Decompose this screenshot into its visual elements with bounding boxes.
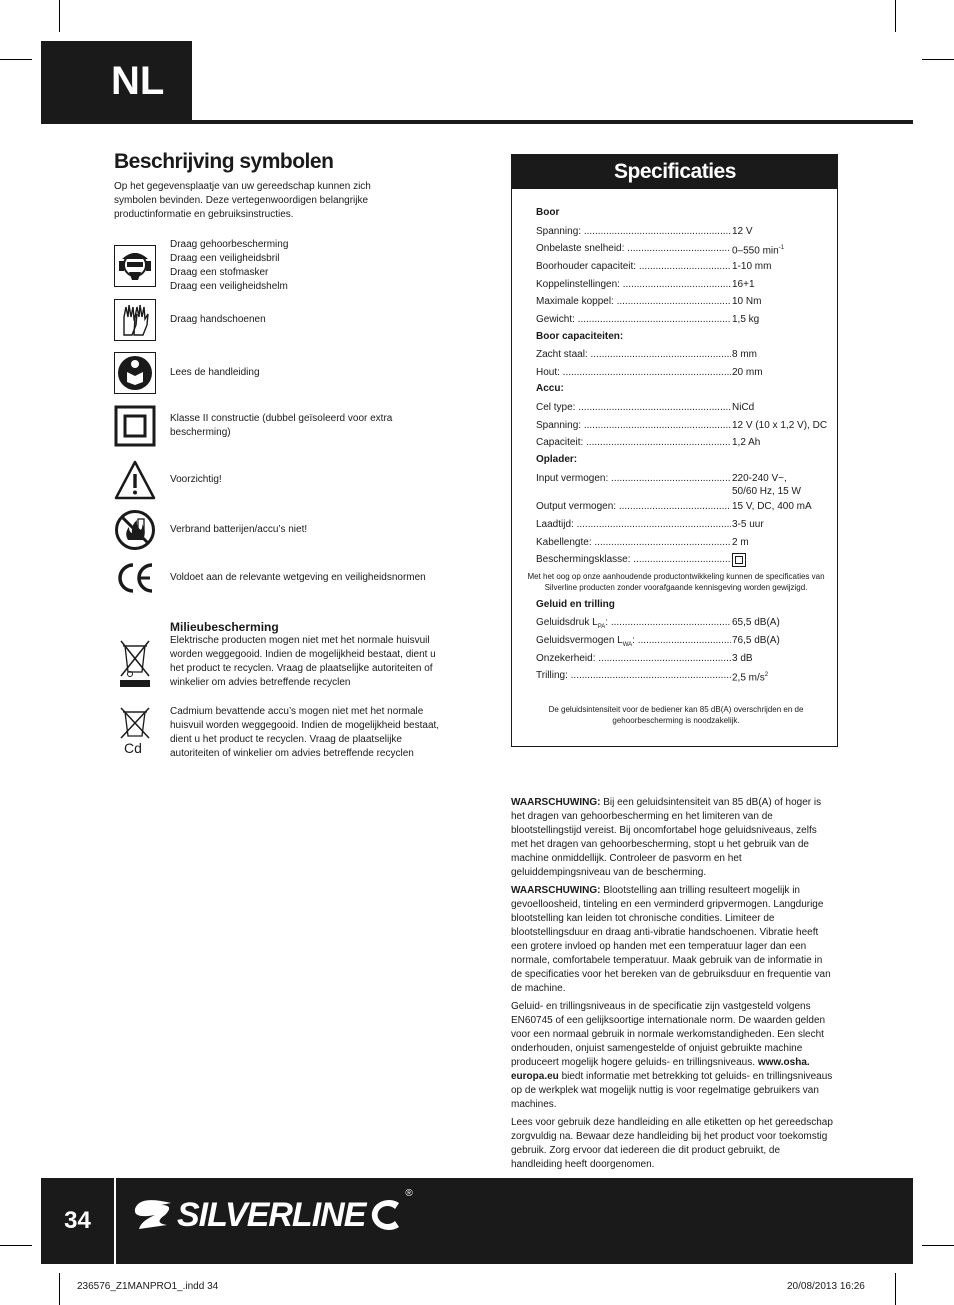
gloves-icon xyxy=(114,299,156,341)
symbols-intro: Op het gegevensplaatje van uw gereedschap kunnen zich symbolen bevinden. Deze vertegenwoordigen belangrijke productinformatie en gebruiksinstructies. xyxy=(114,181,371,220)
symbol-text: Lees de handleiding xyxy=(170,367,260,378)
class-ii-icon xyxy=(732,556,746,567)
class-ii-icon xyxy=(114,405,156,447)
crop-mark xyxy=(59,1273,60,1305)
spec-heading-noise: Geluid en trilling xyxy=(536,599,615,610)
symbol-row-class-ii xyxy=(114,405,444,447)
spec-heading-charger: Oplader: xyxy=(536,454,578,465)
page-number: 34 xyxy=(41,1178,116,1264)
language-tab xyxy=(41,41,192,121)
symbol-text: Draag handschoenen xyxy=(170,314,266,325)
symbol-text: Voldoet aan de relevante wetgeving en veiligheidsnormen xyxy=(170,572,426,583)
warning-icon xyxy=(114,459,156,501)
manual-icon xyxy=(114,352,156,394)
crop-mark xyxy=(922,1245,954,1246)
file-info: 236576_Z1MANPRO1_.indd 34 xyxy=(77,1281,219,1292)
symbol-text: Voorzichtig! xyxy=(170,474,222,485)
info-paragraph: Lees voor gebruik deze handleiding en alle etiketten op het gereedschap zorgvuldig na. Bewaar deze handleiding bij het product voor toekomstig gebruik. Zorg ervoor dat iedereen die dit product gebruikt, de handleiding heeft doorgenomen. xyxy=(511,1117,833,1170)
symbol-text: Verbrand batterijen/accu’s niet! xyxy=(170,524,308,535)
cd-label: Cd xyxy=(124,740,142,756)
crop-mark xyxy=(59,0,60,32)
symbol-row-no-burn xyxy=(114,509,444,551)
info-paragraph: Geluid- en trillingsniveaus in de specificatie zijn vastgesteld volgens EN60745 of een gelijksoortige internationale norm. De waarden gelden voor een normaal gebruik in normale werkomstandigheden. Een slecht onderhouden, onjuist samengestelde of onjuist gebruikte machine produceert mogelijk hogere geluids- en trillingsniveaus. www.osha. europa.eu biedt informatie met betrekking tot geluids- en trillingsniveaus op de werkplek wat mogelijk nuttig is voor regelmatige gebruikers van machines. xyxy=(511,1001,833,1110)
symbols-title: Beschrijving symbolen xyxy=(114,150,334,173)
weee-bin-icon xyxy=(118,638,152,695)
no-burn-battery-icon xyxy=(114,509,156,551)
symbol-row-ce xyxy=(114,557,444,599)
warnings-column xyxy=(511,796,833,1176)
env-title: Milieubescherming xyxy=(170,620,279,634)
specifications-title: Specificaties xyxy=(512,155,837,189)
warning-paragraph: WAARSCHUWING: Blootstelling aan trilling resulteert mogelijk in gevoelloosheid, tinteling en een verminderd gripvermogen. Langdurige blootstelling kan leiden tot chronische condities. Limiteer de blootstellingsduur en draag anti-vibratie handschoenen. Vibratie heeft een grotere invloed op handen met een temperatuur lager dan een normale, comfortabele temperatuur. Maak gebruik van de informatie in de specificaties voor het bereken van de gebruiksduur en frequentie van de machine. xyxy=(511,885,831,994)
logo-swoosh-icon xyxy=(131,1195,175,1235)
cd-text: Cadmium bevattende accu’s mogen niet met het normale huisvuil worden weggegooid. Indien de mogelijkheid bestaat, dient u het product te recyclen. Vraag de plaatselijke autoriteiten of winkelier om advies betreffende recyclen xyxy=(170,706,440,759)
symbol-row-manual xyxy=(114,352,444,394)
registered-mark: ® xyxy=(405,1188,413,1199)
logo-c-icon xyxy=(365,1195,405,1235)
language-code: NL xyxy=(111,58,165,103)
symbol-row-ppe xyxy=(114,238,444,294)
spec-row: Input vermogen: ..... 220-240 V~, 50/60 Hz, 15 W xyxy=(536,472,826,498)
crop-mark xyxy=(895,0,896,32)
env-text: Elektrische producten mogen niet met het normale huisvuil worden weggegooid. Indien de mogelijkheid bestaat, dient u het product te recyclen. Vraag de plaatselijke autoriteiten of winkelier om advies betreffende recyclen xyxy=(170,635,436,688)
symbol-text: Draag gehoorbescherming Draag een veiligheidsbril Draag een stofmasker Draag een veiligheidshelm xyxy=(170,239,289,292)
specifications-box: Specificaties Boor Spanning: ..... 12 V Onbelaste snelheid: ..... 0–550 $\min^{-1}$ Boorhouder capaciteit: ..... 1-10 mm Koppelinstellingen: ..... 16+1 Maximale koppel: ..... 10 Nm Gewicht: ..... 1,5 kg Boor capaciteiten: Zacht staal: ..... 8 mm Hout: ..... 20 mm Accu: Cel type: ..... NiCd Spanning: ..... 12 V (10 x 1,2 V), DC Capaciteit: ..... 1,2 Ah Oplader: Input vermogen: ..... 220-240 V~, 50/60 Hz, 15 W Output vermogen: ..... 15 V, DC, 400 mA Laadtijd: ..... 3-5 uur Kabellengte: ..... 2 m Beschermingsklasse: ..... Met het oog op onze aanhoudende productontwikkeling kunnen de specificaties van Silverline producten zonder voorafgaande kennisgeving worden gewijzigd. Geluid en trilling Geluidsdruk $L_{PA}$: ..... 65,5 dB(A) Geluidsvermogen $L_{WA}$: ..... 76,5 dB(A) Onzekerheid: ..... 3 dB Trilling: ..... 2,5 $m/s^2$ De geluidsintensiteit voor de bediener kan 85 dB(A) overschrijden en de gehoorbescherming is noodzakelijk. xyxy=(511,154,838,747)
crop-mark xyxy=(895,1273,896,1305)
spec-heading-capacity: Boor capaciteiten: xyxy=(536,331,624,342)
spec-heading-drill: Boor xyxy=(536,207,560,218)
ppe-icon xyxy=(114,245,156,287)
osha-link[interactable]: www.osha. europa.eu xyxy=(511,1057,810,1082)
spec-dev-note: Met het oog op onze aanhoudende productontwikkeling kunnen de specificaties van Silverline producten zonder voorafgaande kennisgeving worden gewijzigd. xyxy=(527,572,825,592)
ce-icon xyxy=(114,557,156,599)
spec-heading-battery: Accu: xyxy=(536,383,564,394)
symbol-text: Klasse II constructie (dubbel geïsoleerd voor extra bescherming) xyxy=(170,413,393,438)
header-rule xyxy=(41,120,913,124)
warning-paragraph: WAARSCHUWING: Bij een geluidsintensiteit van 85 dB(A) of hoger is het dragen van gehoorbescherming en het limiteren van de blootstellingstijd vereist. Bij oncomfortabel hoge geluidsniveaus, zelfs met het dragen van gehoorbescherming, stopt u het gebruik van de machine onmiddellijk. Controleer de pasvorm en het geluiddempingsniveau van de bescherming. xyxy=(511,797,822,878)
symbol-row-warning xyxy=(114,459,444,501)
crop-mark xyxy=(922,59,954,60)
spec-noise-note: De geluidsintensiteit voor de bediener kan 85 dB(A) overschrijden en de gehoorbescherming is noodzakelijk. xyxy=(548,705,804,725)
crop-mark xyxy=(0,59,32,60)
silverline-logo xyxy=(131,1190,413,1240)
brand-name: SILVERLINE xyxy=(177,1195,366,1234)
date-info: 20/08/2013 16:26 xyxy=(787,1281,865,1292)
crop-mark xyxy=(0,1245,32,1246)
symbol-row-gloves xyxy=(114,299,444,341)
